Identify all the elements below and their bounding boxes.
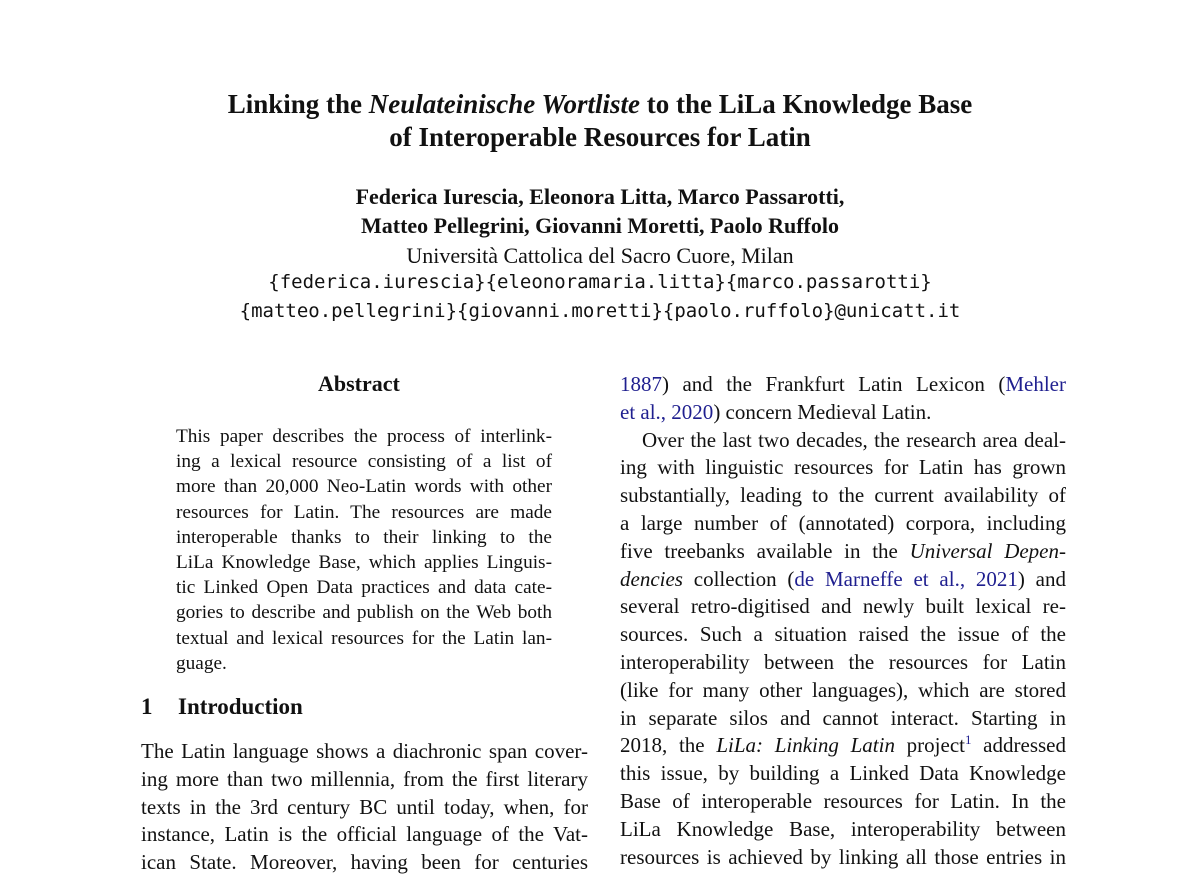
right-line: 2018, the LiLa: Linking Latin project$^1$ addressed <box>620 732 1066 758</box>
section-title: Introduction <box>178 694 303 719</box>
citation-link[interactable]: Mehler <box>1005 372 1066 396</box>
section-heading-introduction <box>141 692 303 722</box>
right-line: a large number of (annotated) corpora, including <box>620 510 1066 535</box>
title-italic: Neulateinische Wortliste <box>368 89 641 119</box>
introduction-text <box>141 738 588 877</box>
abstract-line: resources for Latin. The resources are made <box>176 501 552 523</box>
author-list <box>0 182 1200 240</box>
right-line: Over the last two decades, the research area deal- <box>642 427 1066 452</box>
abstract-line: textual and lexical resources for the Latin lan- <box>176 627 552 649</box>
abstract-line: gories to describe and publish on the Web both <box>176 602 552 624</box>
right-line: five treebanks available in the Universal Depen- <box>620 538 1066 563</box>
citation-link[interactable]: de Marneffe et al., 2021 <box>794 566 1018 591</box>
right-line: (like for many other languages), which are stored <box>620 677 1066 702</box>
right-line: resources is achieved by linking all those entries in <box>620 844 1066 869</box>
intro-line: texts in the 3rd century BC until today, when, for <box>141 794 588 819</box>
right-line: LiLa Knowledge Base, interoperability between <box>620 816 1066 841</box>
title-line-1: Linking the Neulateinische Wortliste to the LiLa Knowledge Base <box>227 89 973 119</box>
citation-link[interactable]: et al., 2020 <box>620 399 714 424</box>
title-line-2: of Interoperable Resources for Latin <box>389 122 811 152</box>
right-line: in separate silos and cannot interact. Starting in <box>620 705 1066 730</box>
citation-link[interactable]: 1887 <box>620 372 662 396</box>
abstract-line: interoperable thanks to their linking to the <box>176 526 552 548</box>
authors-line-1: Federica Iurescia, Eleonora Litta, Marco Passarotti, <box>355 184 845 209</box>
intro-line: ing more than two millennia, from the first literary <box>141 766 588 791</box>
abstract-line: ing a lexical resource consisting of a list of <box>176 451 552 473</box>
intro-line: ican State. Moreover, having been for centuries <box>141 850 588 875</box>
intro-line: The Latin language shows a diachronic span cover- <box>141 739 588 763</box>
affiliation: Università Cattolica del Sacro Cuore, Milan <box>406 243 794 268</box>
abstract-line: LiLa Knowledge Base, which applies Linguis- <box>176 552 552 574</box>
abstract-text <box>176 424 552 676</box>
abstract-heading: Abstract <box>318 371 400 396</box>
right-line: ing with linguistic resources for Latin has grown <box>620 455 1066 480</box>
abstract-line: tic Linked Open Data practices and data cate- <box>176 577 552 599</box>
section-number: 1 <box>141 694 153 719</box>
right-line: Base of interoperable resources for Latin. In the <box>620 788 1066 813</box>
right-line: several retro-digitised and newly built lexical re- <box>620 594 1066 619</box>
right-line: 1887) and the Frankfurt Latin Lexicon (Mehler <box>620 372 1066 396</box>
abstract-line: more than 20,000 Neo-Latin words with other <box>176 476 552 498</box>
right-line: dencies collection (de Marneffe et al., 2021) and <box>620 566 1066 591</box>
authors-line-2: Matteo Pellegrini, Giovanni Moretti, Paolo Ruffolo <box>360 213 839 238</box>
abstract-line: guage. <box>176 652 227 674</box>
footnote-link[interactable]: 1 <box>964 732 972 748</box>
right-line: interoperability between the resources for Latin <box>620 649 1066 674</box>
right-column-text <box>620 371 1066 871</box>
author-emails <box>0 268 1200 326</box>
right-line: substantially, leading to the current availability of <box>620 483 1066 508</box>
right-line: sources. Such a situation raised the issue of the <box>620 622 1066 647</box>
right-line: this issue, by building a Linked Data Knowledge <box>620 761 1066 786</box>
paper-title <box>0 88 1200 154</box>
right-line: et al., 2020) concern Medieval Latin. <box>620 399 932 424</box>
abstract-line: This paper describes the process of interlink- <box>176 426 552 447</box>
emails-line-1: {federica.iurescia}{eleonoramaria.litta}{marco.passarotti} <box>268 271 932 293</box>
emails-line-2: {matteo.pellegrini}{giovanni.moretti}{paolo.ruffolo}@unicatt.it <box>239 300 961 322</box>
intro-line: instance, Latin is the official language of the Vat- <box>141 822 588 847</box>
